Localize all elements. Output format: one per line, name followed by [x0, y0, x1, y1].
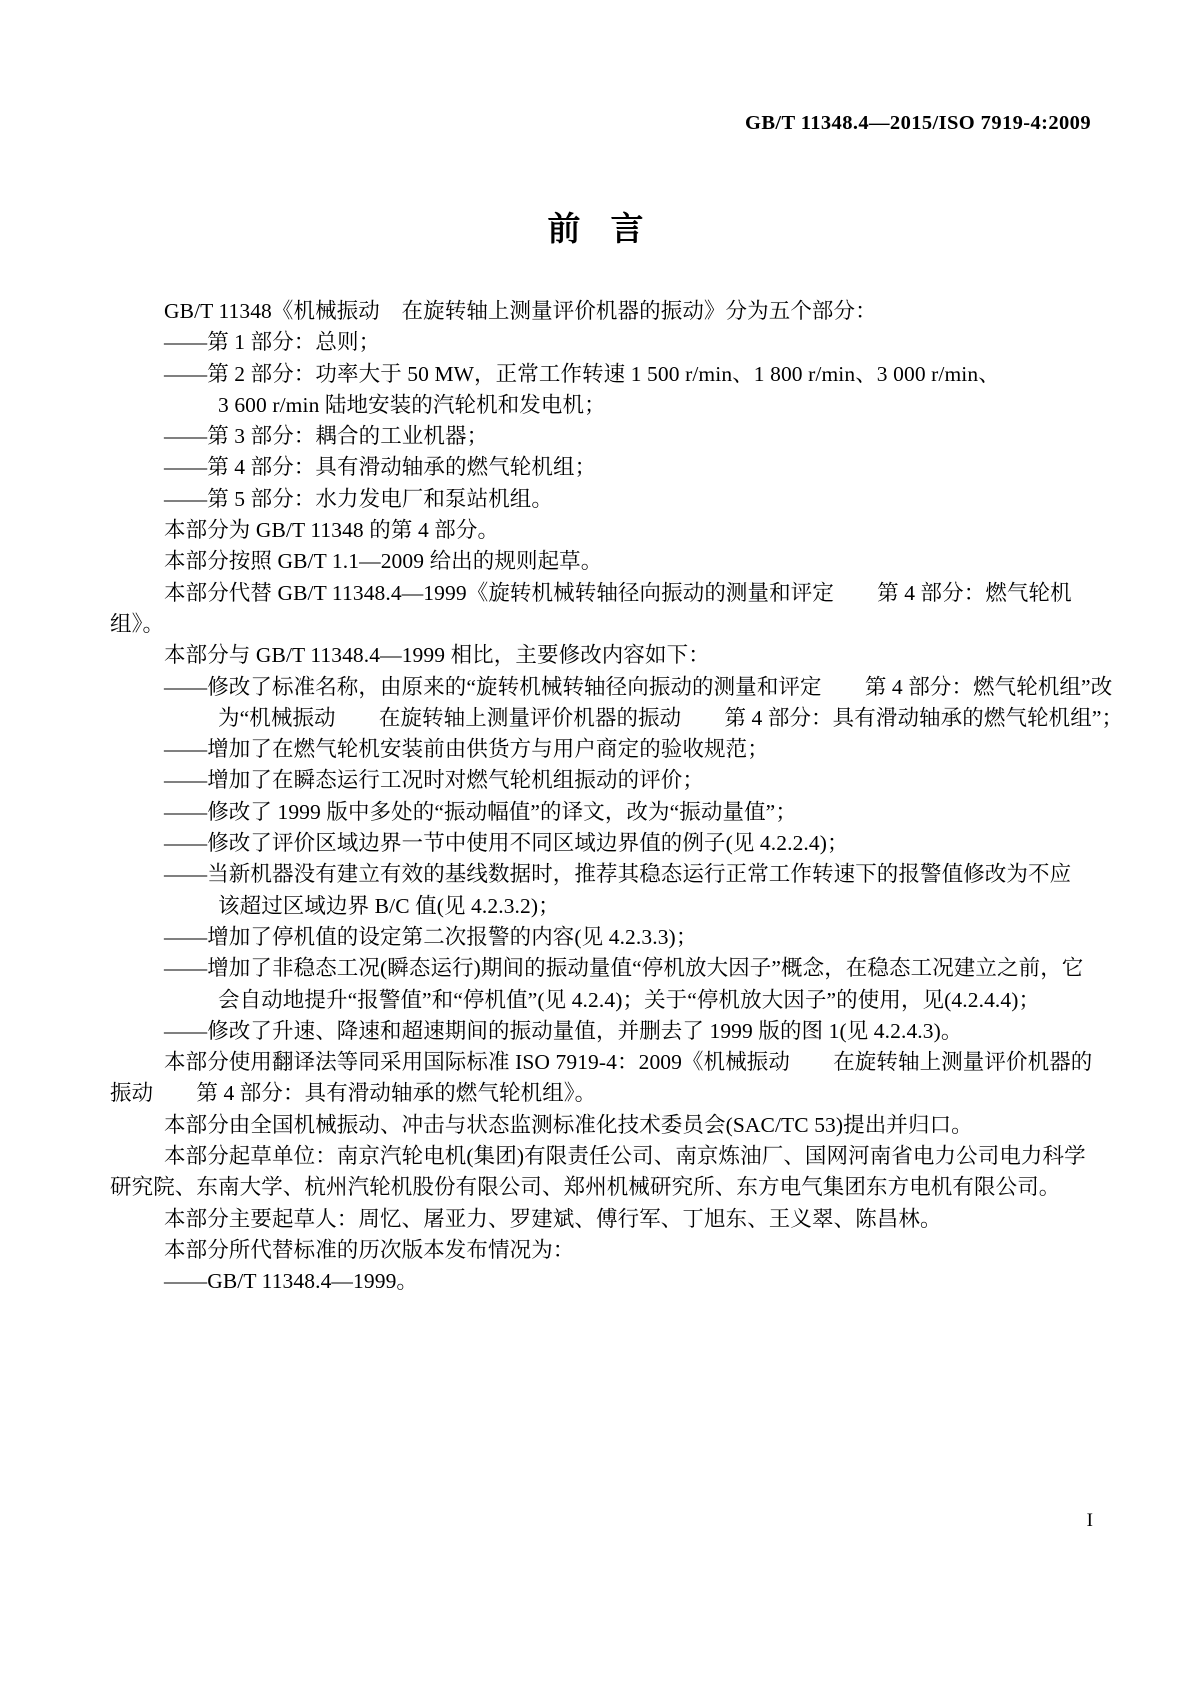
body-line: 本部分使用翻译法等同采用国际标准 ISO 7919-4：2009《机械振动 在旋转轴上测量评价机器的	[164, 1050, 1093, 1075]
body-line: ——第 3 部分：耦合的工业机器；	[164, 424, 489, 449]
body-line: ——第 2 部分：功率大于 50 MW，正常工作转速 1 500 r/min、1 800 r/min、3 000 r/min、	[164, 361, 1000, 386]
page-title: 前言	[547, 209, 674, 248]
body-line: ——当新机器没有建立有效的基线数据时，推荐其稳态运行正常工作转速下的报警值修改为不应	[164, 862, 1072, 887]
footer-page-number: I	[1086, 1510, 1093, 1531]
body-line: 研究院、东南大学、杭州汽轮机股份有限公司、郑州机械研究所、东方电气集团东方电机有限公司。	[110, 1175, 1061, 1200]
body-line: GB/T 11348《机械振动 在旋转轴上测量评价机器的振动》分为五个部分：	[164, 299, 877, 323]
body-line: ——增加了在瞬态运行工况时对燃气轮机组振动的评价；	[164, 768, 705, 793]
body-line: ——第 4 部分：具有滑动轴承的燃气轮机组；	[164, 455, 597, 480]
body-line: 本部分主要起草人：周忆、屠亚力、罗建斌、傅行军、丁旭东、王义翠、陈昌林。	[164, 1206, 942, 1231]
foreword-body	[110, 296, 1124, 1298]
body-line: 本部分与 GB/T 11348.4—1999 相比，主要修改内容如下：	[164, 643, 710, 668]
body-line: 3 600 r/min 陆地安装的汽轮机和发电机；	[218, 392, 606, 417]
body-line: 本部分所代替标准的历次版本发布情况为：	[164, 1237, 575, 1262]
body-line: ——修改了评价区域边界一节中使用不同区域边界值的例子(见 4.2.2.4)；	[164, 831, 849, 856]
body-line: ——增加了非稳态工况(瞬态运行)期间的振动量值“停机放大因子”概念，在稳态工况建立之前，它	[164, 956, 1084, 981]
body-line: ——第 5 部分：水力发电厂和泵站机组。	[164, 486, 554, 511]
body-line: 为“机械振动 在旋转轴上测量评价机器的振动 第 4 部分：具有滑动轴承的燃气轮机组”；	[218, 705, 1124, 730]
body-line: ——增加了在燃气轮机安装前由供货方与用户商定的验收规范；	[164, 737, 769, 762]
body-line: ——第 1 部分：总则；	[164, 330, 381, 355]
body-line: 本部分为 GB/T 11348 的第 4 部分。	[164, 518, 500, 543]
body-line: 会自动地提升“报警值”和“停机值”(见 4.2.4)；关于“停机放大因子”的使用，见(4.2.4.4)；	[218, 987, 1041, 1012]
body-line: ——增加了停机值的设定第二次报警的内容(见 4.2.3.3)；	[164, 924, 698, 949]
running-header-standard-code: GB/T 11348.4—2015/ISO 7919-4:2009	[745, 112, 1091, 134]
body-line: 该超过区域边界 B/C 值(见 4.2.3.2)；	[218, 893, 560, 918]
body-line: ——修改了升速、降速和超速期间的振动量值，并删去了 1999 版的图 1(见 4.2.4.3)。	[164, 1018, 963, 1043]
body-line: 组》。	[110, 611, 165, 636]
body-line: ——修改了 1999 版中多处的“振动幅值”的译文，改为“振动量值”；	[164, 799, 797, 824]
body-line: 振动 第 4 部分：具有滑动轴承的燃气轮机组》。	[110, 1081, 597, 1106]
body-line: ——修改了标准名称，由原来的“旋转机械转轴径向振动的测量和评定 第 4 部分：燃气轮机组”改	[164, 674, 1113, 699]
body-line: ——GB/T 11348.4—1999。	[164, 1269, 419, 1294]
body-line: 本部分由全国机械振动、冲击与状态监测标准化技术委员会(SAC/TC 53)提出并归口。	[164, 1112, 973, 1137]
body-line: 本部分起草单位：南京汽轮电机(集团)有限责任公司、南京炼油厂、国网河南省电力公司电力科学	[164, 1144, 1086, 1169]
body-line: 本部分代替 GB/T 11348.4—1999《旋转机械转轴径向振动的测量和评定 第 4 部分：燃气轮机	[164, 580, 1072, 605]
body-line: 本部分按照 GB/T 1.1—2009 给出的规则起草。	[164, 549, 603, 574]
